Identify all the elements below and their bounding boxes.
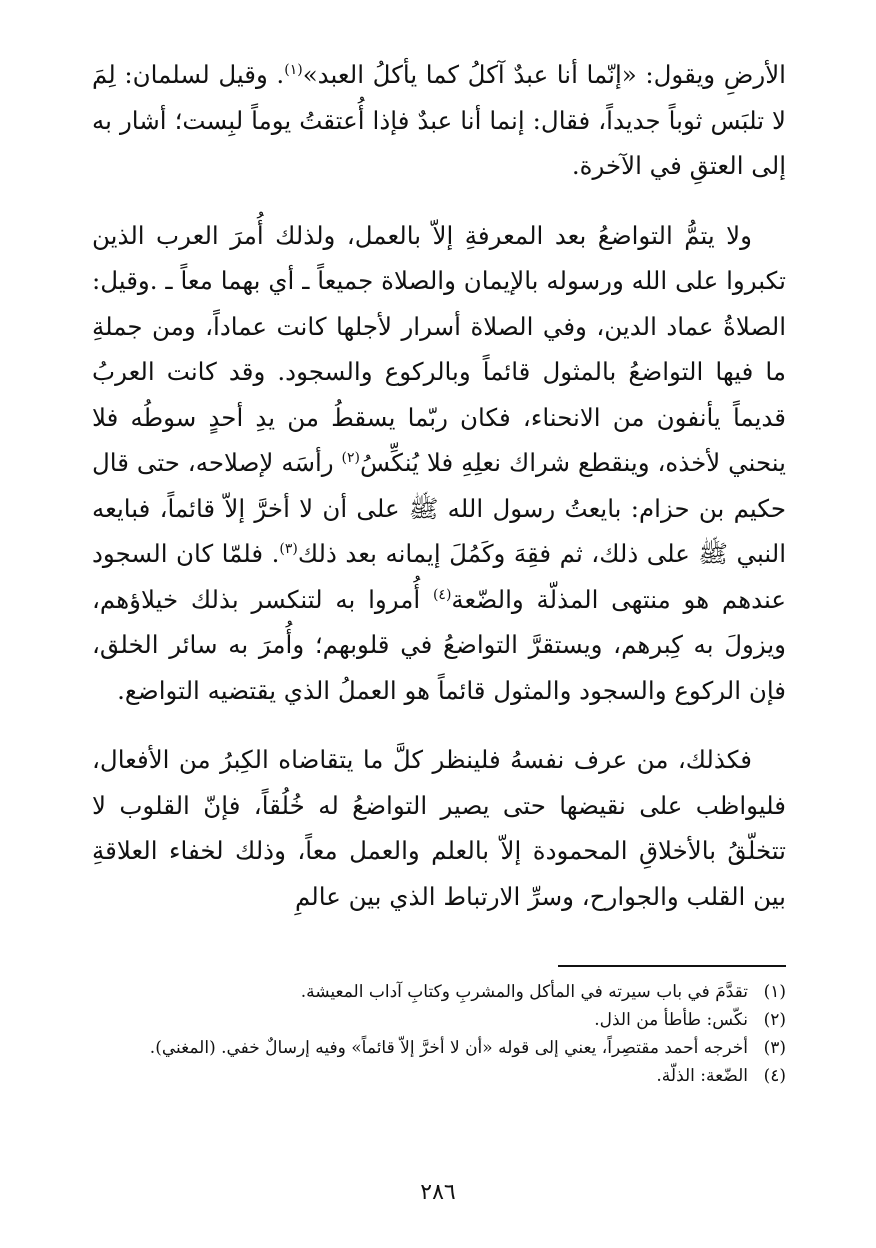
footnote-3 bbox=[92, 1034, 786, 1062]
footnote-text: تقدَّمَ في باب سيرته في المأكل والمشربِ وكتابِ آداب المعيشة. bbox=[300, 982, 748, 1002]
footnote-separator bbox=[558, 965, 786, 967]
footnote-text: الضّعة: الذلّة. bbox=[656, 1066, 748, 1086]
footnote-reference: (١) bbox=[284, 61, 303, 78]
footnote-reference: (٤) bbox=[432, 586, 452, 603]
text-run: أُمروا به لتنكسر بذلك خيلاؤهم، ويزولَ به كِبرهم، ويستقرَّ التواضعُ في قلوبهم؛ وأُمرَ به سائر الخلق، فإن الركوع والسجود والمثول قائماً هو العملُ الذي يقتضيه التواضع. bbox=[92, 584, 786, 705]
text-run: فكذلك، من عرف نفسهُ فلينظر كلَّ ما يتقاضاه الكِبرُ من الأفعال، فليواظب على نقيضها حتى يصير التواضعُ له خُلُقاً، فإنّ القلوب لا تتخلّقُ بالأخلاقِ المحمودة إلاّ بالعلم والعمل معاً، وذلك لخفاء العلاقةِ بين القلب والجوارح، وسرِّ الارتباط الذي بين عالمِ bbox=[92, 745, 786, 911]
footnote-text: أخرجه أحمد مقتصِراً، يعني إلى قوله «أن لا أخرَّ إلاّ قائماً» وفيه إرسالٌ خفي. (المغني). bbox=[149, 1038, 748, 1058]
footnote-reference: (٣) bbox=[279, 540, 298, 557]
text-run: ولا يتمُّ التواضعُ بعد المعرفةِ إلاّ بالعمل، ولذلك أُمرَ العرب الذين تكبروا على الله ورسوله بالإيمان والصلاة جميعاً ـ أي بهما معاً ـ .وقيل: الصلاةُ عماد الدين، وفي الصلاة أسرار لأجلها كانت عماداً، ومن جملةِ ما فيها التواضعُ بالمثول قائماً وبالركوع والسجود. وقد كانت العربُ قديماً يأنفون من الانحناء، فكان ربّما يسقطُ من يدِ أحدٍ سوطُه فلا ينحني لأخذه، وينقطع شراك نعلِهِ فلا يُنكِّسُ bbox=[92, 220, 786, 477]
footnotes-list bbox=[92, 978, 786, 1090]
paragraph-1 bbox=[92, 52, 786, 189]
footnote-number: (٢) bbox=[763, 1010, 786, 1030]
footnote-number: (٣) bbox=[763, 1038, 786, 1058]
text-run: . وقيل لسلمان: لِمَ لا تلبَس ثوباً جديداً، فقال: إنما أنا عبدٌ فإذا أُعتقتُ يوماً لبِست؛ أشار به إلى العتقِ في الآخرة. bbox=[92, 60, 786, 180]
page-number: ٢٨٦ bbox=[420, 1180, 456, 1205]
footnote-2 bbox=[92, 1006, 786, 1034]
footnote-reference: (٢) bbox=[341, 449, 361, 466]
text-run: الأرضِ ويقول: «إنّما أنا عبدٌ آكلُ كما يأكلُ العبد» bbox=[302, 60, 786, 89]
footnote-4 bbox=[92, 1062, 786, 1090]
text-run: رأسَه لإصلاحه، حتى قال حكيم بن حزام: بايعتُ رسول الله ﷺ على أن لا أخرَّ إلاّ قائماً، فبايعه النبي ﷺ على ذلك، ثم فقِهَ وكَمُلَ إيمانه بعد ذلك bbox=[92, 448, 786, 568]
paragraph-3 bbox=[92, 737, 786, 919]
footnote-text: نكّس: طأطأ من الذل. bbox=[594, 1010, 748, 1030]
paragraph-2 bbox=[92, 213, 786, 714]
footnote-number: (٤) bbox=[763, 1066, 786, 1086]
text-run: . فلمّا كان السجود عندهم هو منتهى المذلّة والضّعة bbox=[92, 539, 786, 614]
main-text bbox=[92, 52, 786, 919]
footnote-1 bbox=[92, 978, 786, 1006]
footnote-number: (١) bbox=[763, 982, 786, 1002]
